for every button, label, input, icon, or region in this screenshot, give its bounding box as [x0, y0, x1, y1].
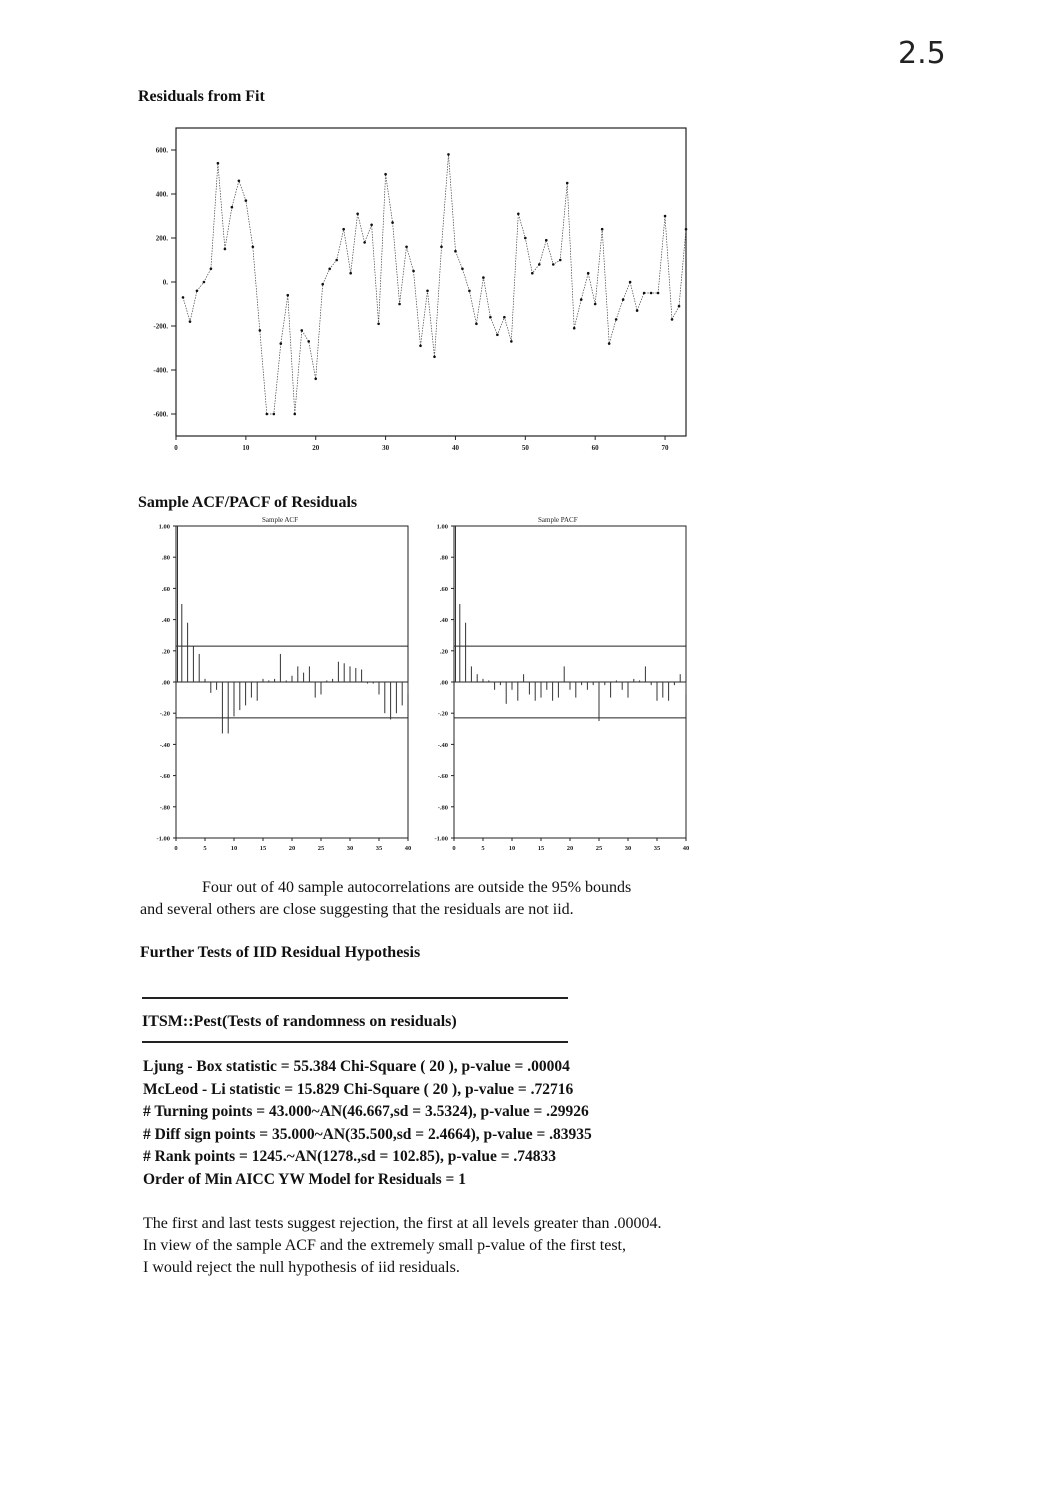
residual-point [594, 303, 597, 306]
residual-point [231, 206, 234, 209]
acf-y-tick-label: -.60 [159, 773, 170, 781]
page-number: 2.5 [898, 36, 946, 71]
acf-y-tick-label: -1.00 [156, 835, 170, 843]
acf-y-tick-label: -.40 [159, 741, 170, 749]
residual-point [671, 318, 674, 321]
residual-point [587, 272, 590, 275]
section-title-residuals: Residuals from Fit [138, 88, 265, 105]
section-title-acf-pacf: Sample ACF/PACF of Residuals [138, 494, 358, 511]
residual-point [321, 283, 324, 286]
residual-point [552, 263, 555, 266]
residual-point [636, 309, 639, 312]
residual-point [524, 237, 527, 240]
plot-frame [176, 128, 686, 436]
pacf-y-tick-label: -1.00 [434, 835, 448, 843]
residual-point [370, 224, 373, 227]
residual-point [398, 303, 401, 306]
residual-point [426, 290, 429, 293]
residual-point [482, 276, 485, 279]
x-tick-label: 60 [591, 444, 599, 452]
acf-y-tick-label: .40 [161, 617, 170, 625]
rule-bottom [142, 1041, 568, 1043]
residual-point [440, 246, 443, 249]
residual-series-line [183, 154, 686, 414]
residual-point [622, 298, 625, 301]
paragraph-line: and several others are close suggesting that the residuals are not iid. [140, 901, 574, 918]
paragraph-line: Four out of 40 sample autocorrelations are outside the 95% bounds [202, 879, 632, 896]
y-tick-label: -600. [153, 410, 168, 419]
pacf-y-tick-label: -.60 [437, 773, 448, 781]
residual-point [203, 281, 206, 284]
x-tick-label: 0 [174, 444, 178, 452]
pacf-panel-title: Sample PACF [538, 516, 578, 524]
acf-y-tick-label: .60 [161, 585, 170, 593]
test-statistics [143, 1056, 592, 1192]
residual-point [384, 173, 387, 176]
acf-y-tick-label: .80 [161, 554, 170, 562]
residual-point [657, 292, 660, 295]
pacf-x-tick-label: 10 [508, 845, 516, 852]
section-title-further-tests: Further Tests of IID Residual Hypothesis [140, 944, 421, 961]
pacf-x-tick-label: 15 [537, 845, 545, 852]
residual-point [405, 246, 408, 249]
pacf-y-tick-label: .60 [439, 585, 448, 593]
residual-point [266, 413, 269, 416]
pacf-y-tick-label: -.40 [437, 741, 448, 749]
residual-point [363, 241, 366, 244]
residual-point [489, 316, 492, 319]
acf-x-tick-label: 35 [375, 845, 383, 852]
paragraph-line: I would reject the null hypothesis of iid residuals. [143, 1259, 460, 1276]
y-tick-label: -200. [153, 322, 168, 331]
residual-point [566, 182, 569, 185]
residual-point [356, 213, 359, 216]
pacf-y-tick-label: .00 [439, 679, 448, 687]
residual-point [545, 239, 548, 242]
residual-point [307, 340, 310, 343]
acf-x-tick-label: 20 [288, 845, 296, 852]
acf-x-tick-label: 10 [230, 845, 238, 852]
residual-point [447, 153, 450, 156]
residual-point [196, 290, 199, 293]
x-tick-label: 30 [382, 444, 390, 452]
acf-x-tick-label: 15 [259, 845, 267, 852]
pacf-y-tick-label: .80 [439, 554, 448, 562]
paragraph-line: In view of the sample ACF and the extremely small p-value of the first test, [143, 1237, 626, 1254]
y-tick-label: 200. [155, 234, 168, 243]
pacf-x-tick-label: 20 [566, 845, 574, 852]
stat-rank-points: # Rank points = 1245.~AN(1278.,sd = 102.85), p-value = .74833 [143, 1148, 557, 1166]
residual-point [503, 316, 506, 319]
residuals-chart [140, 120, 700, 460]
acf-panel-title: Sample ACF [262, 516, 298, 524]
pacf-x-tick-label: 0 [452, 845, 456, 852]
paragraph-conclusion [143, 1213, 763, 1279]
residual-point [685, 228, 688, 231]
acf-y-tick-label: .20 [161, 648, 170, 656]
residual-point [573, 327, 576, 330]
stat-ljung-box: Ljung - Box statistic = 55.384 Chi-Square ( 20 ), p-value = .00004 [143, 1058, 570, 1075]
pacf-y-tick-label: 1.00 [436, 523, 448, 531]
residual-point [433, 356, 436, 359]
pacf-x-tick-label: 5 [481, 845, 485, 852]
residual-point [342, 228, 345, 231]
residual-point [538, 263, 541, 266]
residual-point [510, 340, 513, 343]
residual-point [601, 228, 604, 231]
acf-y-tick-label: -.20 [159, 710, 170, 718]
residual-point [238, 180, 241, 183]
residual-point [454, 250, 457, 253]
pacf-x-tick-label: 30 [624, 845, 632, 852]
residual-point [475, 323, 478, 326]
pacf-chart [418, 522, 693, 854]
pacf-y-tick-label: -.80 [437, 804, 448, 812]
residual-point [419, 345, 422, 348]
paragraph-acf-summary [140, 877, 760, 921]
residual-point [461, 268, 464, 271]
residual-point [377, 323, 380, 326]
residual-point [559, 259, 562, 262]
residual-point [608, 342, 611, 345]
residual-point [189, 320, 192, 323]
stat-mcleod-li: McLeod - Li statistic = 15.829 Chi-Square ( 20 ), p-value = .72716 [143, 1080, 574, 1098]
residual-point [273, 413, 276, 416]
acf-y-tick-label: -.80 [159, 804, 170, 812]
pacf-y-tick-label: .20 [439, 648, 448, 656]
residual-point [286, 294, 289, 297]
residual-point [580, 298, 583, 301]
residual-point [643, 292, 646, 295]
acf-x-tick-label: 5 [203, 845, 207, 852]
pacf-x-tick-label: 40 [682, 845, 690, 852]
residual-point [314, 378, 317, 381]
rule-top [142, 997, 568, 999]
x-tick-label: 10 [242, 444, 250, 452]
acf-x-tick-label: 30 [346, 845, 354, 852]
residual-point [224, 248, 227, 251]
residual-point [517, 213, 520, 216]
residual-point [678, 305, 681, 308]
stat-min-aicc: Order of Min AICC YW Model for Residuals = 1 [143, 1170, 466, 1188]
residual-point [629, 281, 632, 284]
x-tick-label: 40 [451, 444, 459, 452]
residual-point [328, 268, 331, 271]
residual-point [210, 268, 213, 271]
residual-point [496, 334, 499, 337]
acf-y-tick-label: .00 [161, 679, 170, 687]
residual-point [650, 292, 653, 295]
acf-x-tick-label: 0 [174, 845, 178, 852]
pacf-x-tick-label: 35 [653, 845, 661, 852]
pacf-y-tick-label: .40 [439, 617, 448, 625]
pacf-x-tick-label: 25 [595, 845, 603, 852]
acf-x-tick-label: 40 [404, 845, 412, 852]
stat-diff-sign: # Diff sign points = 35.000~AN(35.500,sd = 2.4664), p-value = .83935 [143, 1125, 592, 1143]
residual-point [615, 318, 618, 321]
residual-point [252, 246, 255, 249]
y-tick-label: -400. [153, 366, 168, 375]
residual-point [259, 329, 262, 332]
acf-chart [140, 522, 415, 854]
residual-point [391, 221, 394, 224]
x-tick-label: 70 [661, 444, 669, 452]
x-tick-label: 20 [312, 444, 320, 452]
residual-point [664, 215, 667, 218]
residual-point [245, 199, 248, 202]
acf-x-tick-label: 25 [317, 845, 325, 852]
residual-point [217, 162, 220, 165]
residual-point [531, 272, 534, 275]
residual-point [335, 259, 338, 262]
residual-point [182, 296, 185, 299]
itsm-title: ITSM::Pest(Tests of randomness on residuals) [142, 1013, 457, 1030]
x-tick-label: 50 [521, 444, 529, 452]
residual-point [293, 413, 296, 416]
residual-point [300, 329, 303, 332]
residual-point [279, 342, 282, 345]
y-tick-label: 0. [162, 278, 168, 287]
residual-point [468, 290, 471, 293]
residual-point [412, 270, 415, 273]
paragraph-line: The first and last tests suggest rejection, the first at all levels greater than .00004. [143, 1215, 662, 1232]
residual-point [349, 272, 352, 275]
y-tick-label: 400. [155, 190, 168, 199]
y-tick-label: 600. [155, 146, 168, 155]
acf-y-tick-label: 1.00 [158, 523, 170, 531]
pacf-y-tick-label: -.20 [437, 710, 448, 718]
stat-turning-points: # Turning points = 43.000~AN(46.667,sd = 3.5324), p-value = .29926 [143, 1103, 589, 1121]
